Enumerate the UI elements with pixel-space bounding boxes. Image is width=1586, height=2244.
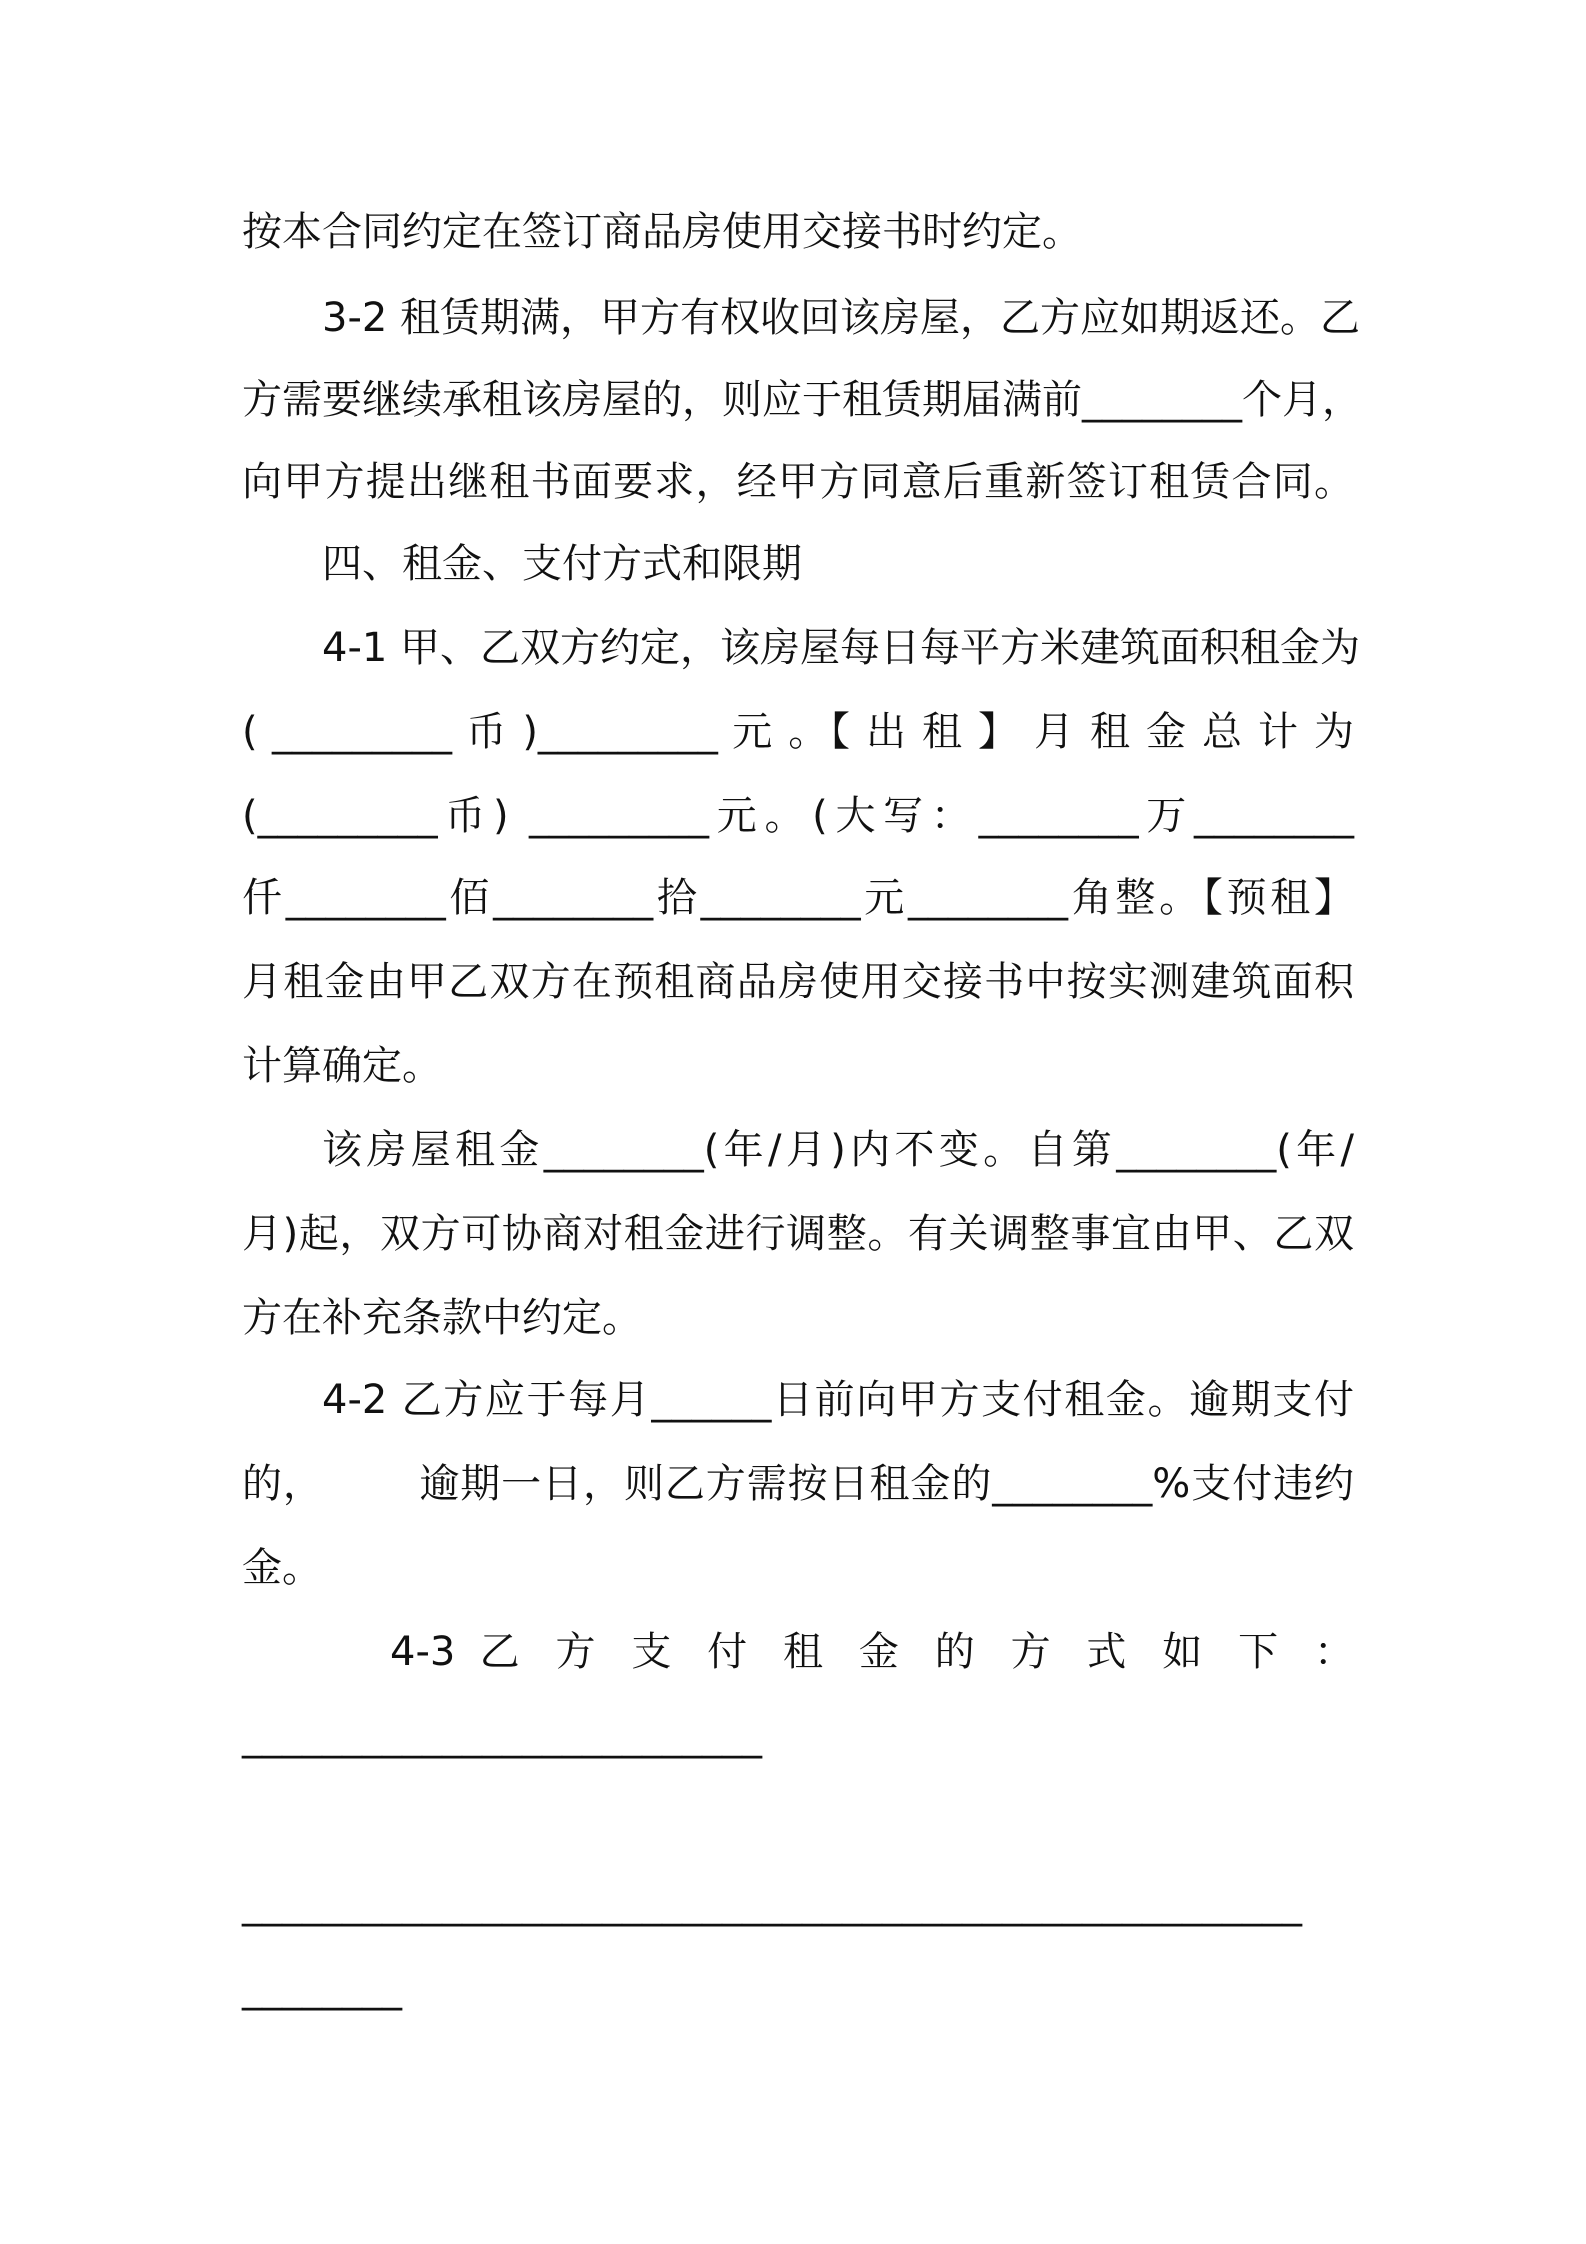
text-line: 向甲方提出继租书面要求，经甲方同意后重新签订租赁合同。 [242,459,1354,505]
text-line: (_________币) _________元。(大写：________万________ [242,793,1354,839]
text-line: 方在补充条款中约定。 [242,1295,642,1341]
blank-line: __________________________ [242,1713,762,1759]
text-line: 计算确定。 [242,1043,442,1089]
text-line: ( _________ 币 )_________ 元 。【 出 租 】 月 租 金 总 计 为 [242,709,1354,755]
section-heading: 四、租金、支付方式和限期 [322,541,802,587]
text-line: 4-1 甲、乙双方约定，该房屋每日每平方米建筑面积租金为 [322,625,1361,671]
text-line: 3-2 租赁期满，甲方有权收回该房屋，乙方应如期返还。乙 [322,295,1361,341]
text-line: 仟________佰________拾________元________角整。【预租】 [242,875,1354,921]
blank-line: ________ [242,1965,402,2011]
text-line: 4-2 乙方应于每月______日前向甲方支付租金。逾期支付 [322,1377,1354,1423]
text-line: 月租金由甲乙双方在预租商品房使用交接书中按实测建筑面积 [242,959,1354,1005]
text-line: 方需要继续承租该房屋的，则应于租赁期届满前________个月， [242,377,1362,423]
text-line: 4-3 乙 方 支 付 租 金 的 方 式 如 下 ： [390,1629,1354,1675]
text-line: 月)起，双方可协商对租金进行调整。有关调整事宜由甲、乙双 [242,1211,1354,1257]
text-line: 该房屋租金________(年/月)内不变。自第________(年/ [322,1127,1354,1173]
text-line: 按本合同约定在签订商品房使用交接书时约定。 [242,209,1082,255]
blank-line: _____________________________________________________ [242,1881,1302,1927]
text-line: 的， 逾期一日，则乙方需按日租金的________%支付违约 [242,1461,1354,1507]
text-line: 金。 [242,1545,322,1591]
